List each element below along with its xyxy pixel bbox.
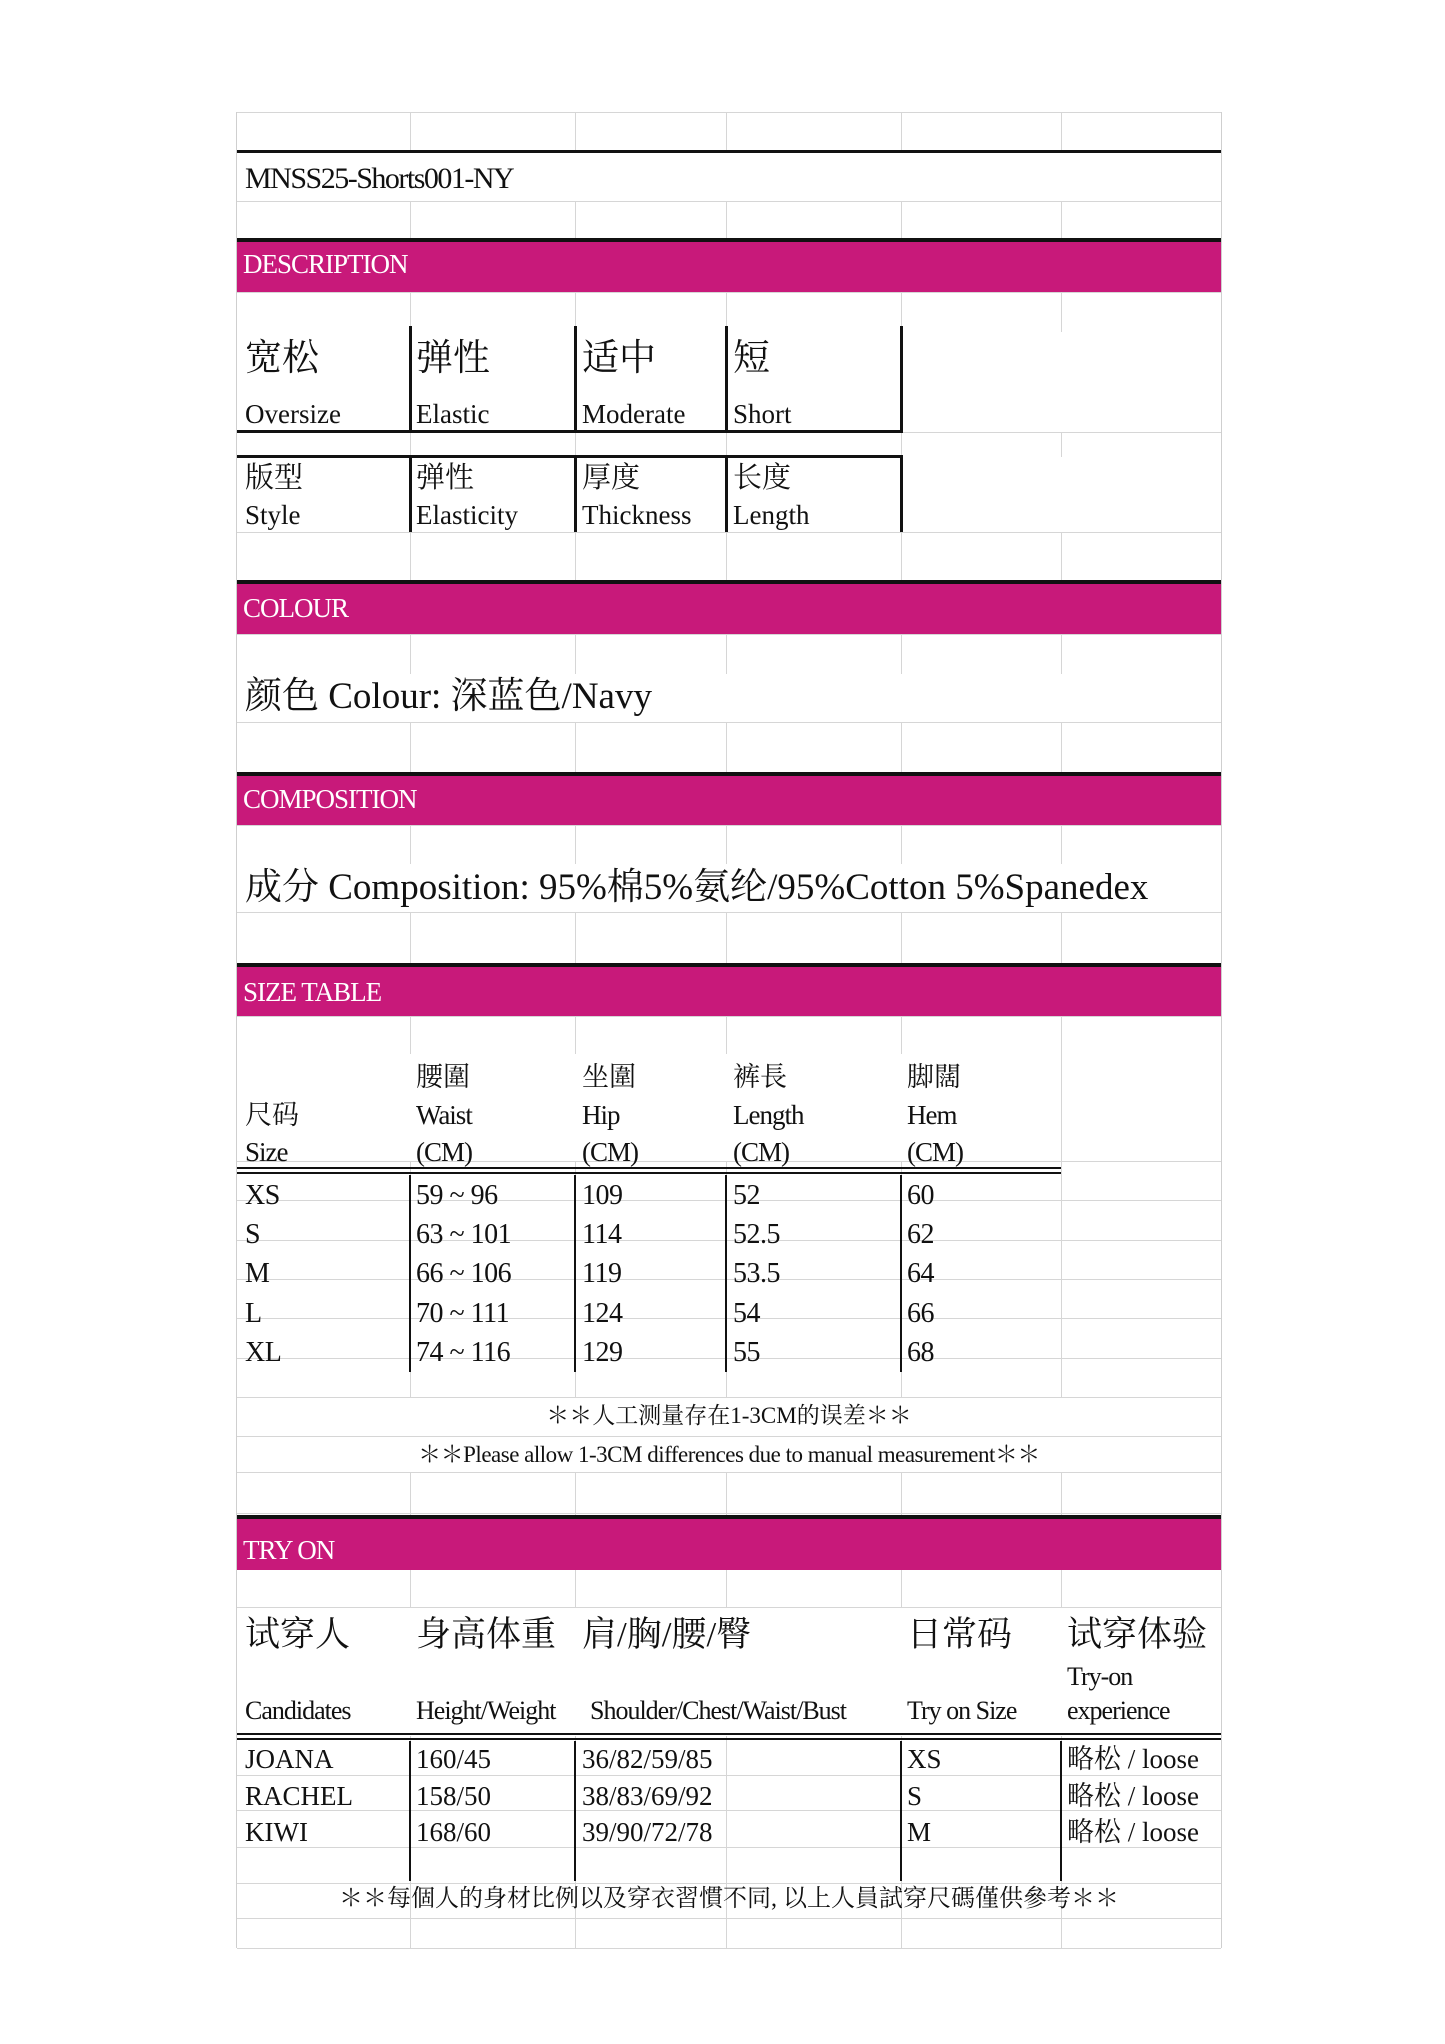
try-on-cell: M <box>907 1817 932 1847</box>
try-on-cell: 39/90/72/78 <box>582 1817 713 1847</box>
measurement-cell: 52.5 <box>733 1219 780 1251</box>
tryon-header-en: Try on Size <box>907 1696 1017 1725</box>
try-on-cell: RACHEL <box>245 1780 353 1811</box>
measurement-cell: 64 <box>907 1258 934 1290</box>
measurement-cell: 63 ~ 101 <box>416 1219 512 1251</box>
try-on-cell: XS <box>907 1744 942 1774</box>
tryon-header-cn: 肩/胸/腰/臀 <box>582 1615 752 1654</box>
measurement-cell: 53.5 <box>733 1258 780 1290</box>
try-on-cell: S <box>907 1780 923 1811</box>
desc-label-en: Length <box>733 500 810 530</box>
size-spec-sheet <box>236 112 1222 1948</box>
desc-value-cn: 适中 <box>582 338 656 379</box>
size-header-en: Size <box>245 1137 288 1167</box>
desc-value-en: Moderate <box>582 399 686 429</box>
waist-header-unit: (CM) <box>416 1137 472 1167</box>
size-cell: M <box>245 1258 270 1290</box>
desc-label-en: Elasticity <box>416 500 518 530</box>
section-label: COMPOSITION <box>243 784 417 814</box>
desc-label-en: Style <box>245 500 301 530</box>
hem-header-cn: 脚闊 <box>907 1062 961 1092</box>
desc-value-en: Elastic <box>416 399 490 429</box>
try-on-cell: 168/60 <box>416 1817 492 1847</box>
measurement-cell: 119 <box>582 1258 622 1290</box>
section-label: COLOUR <box>243 593 349 623</box>
section-header-colour <box>237 580 1221 634</box>
measurement-cell: 62 <box>907 1219 934 1251</box>
measurement-cell: 59 ~ 96 <box>416 1180 498 1211</box>
tryon-header-cn: 日常码 <box>907 1615 1013 1654</box>
try-on-cell: 36/82/59/85 <box>582 1744 713 1774</box>
try-on-note: ＊＊每個人的身材比例以及穿衣習慣不同, 以上人員試穿尺碼僅供參考＊＊ <box>339 1886 1119 1912</box>
measurement-cell: 54 <box>733 1297 760 1329</box>
measurement-cell: 66 <box>907 1297 934 1329</box>
size-cell: XS <box>245 1180 280 1211</box>
measurement-cell: 124 <box>582 1297 623 1329</box>
measurement-cell: 109 <box>582 1180 623 1211</box>
desc-value-cn: 短 <box>733 338 770 379</box>
try-on-cell: 160/45 <box>416 1744 492 1774</box>
measurement-cell: 68 <box>907 1336 934 1368</box>
desc-label-en: Thickness <box>582 500 692 530</box>
desc-label-cn: 弹性 <box>416 462 475 494</box>
section-header-description <box>237 238 1221 292</box>
tryon-header-cn: 试穿人 <box>245 1615 351 1654</box>
tryon-header-en: experience <box>1067 1696 1170 1725</box>
measurement-cell: 74 ~ 116 <box>416 1336 511 1368</box>
section-label: DESCRIPTION <box>243 249 408 279</box>
try-on-cell: 略松 / loose <box>1067 1780 1199 1811</box>
waist-header-en: Waist <box>416 1100 472 1130</box>
section-header-size-table <box>237 963 1221 1016</box>
measurement-cell: 129 <box>582 1336 623 1368</box>
desc-value-cn: 宽松 <box>245 338 319 379</box>
section-label: SIZE TABLE <box>243 977 382 1007</box>
colour-text: 颜色 Colour: 深蓝色/Navy <box>245 676 652 717</box>
tryon-header-cn: 试穿体验 <box>1067 1615 1208 1654</box>
title-top-rule <box>237 150 1221 153</box>
desc-value-en: Short <box>733 399 792 429</box>
size-cell: XL <box>245 1336 282 1368</box>
hip-header-cn: 坐圍 <box>582 1062 636 1092</box>
desc-value-cn: 弹性 <box>416 338 490 379</box>
waist-header-cn: 腰圍 <box>416 1062 470 1092</box>
size-header-cn: 尺码 <box>245 1100 299 1130</box>
hem-header-unit: (CM) <box>907 1137 963 1167</box>
try-on-cell: 158/50 <box>416 1780 492 1811</box>
hip-header-unit: (CM) <box>582 1137 638 1167</box>
length-header-cn: 裤長 <box>733 1062 787 1092</box>
composition-text: 成分 Composition: 95%棉5%氨纶/95%Cotton 5%Spanedex <box>245 867 1149 908</box>
measurement-note-cn: ＊＊人工测量存在1-3CM的误差＊＊ <box>546 1403 912 1428</box>
tryon-header-en: Height/Weight <box>416 1696 556 1725</box>
tryon-header-cn: 身高体重 <box>416 1615 557 1654</box>
measurement-cell: 60 <box>907 1180 934 1211</box>
try-on-cell: KIWI <box>245 1817 308 1847</box>
try-on-cell: 略松 / loose <box>1067 1744 1199 1774</box>
product-code-title: MNSS25-Shorts001-NY <box>245 162 514 195</box>
size-cell: L <box>245 1297 262 1329</box>
size-cell: S <box>245 1219 261 1251</box>
desc-label-cn: 版型 <box>245 462 304 494</box>
measurement-cell: 70 ~ 111 <box>416 1297 510 1329</box>
section-header-try-on <box>237 1515 1221 1570</box>
length-header-en: Length <box>733 1100 804 1130</box>
try-on-cell: JOANA <box>245 1744 334 1774</box>
tryon-header-en: Shoulder/Chest/Waist/Bust <box>590 1696 847 1725</box>
measurement-cell: 114 <box>582 1219 622 1251</box>
measurement-cell: 66 ~ 106 <box>416 1258 512 1290</box>
measurement-note-en: ＊＊Please allow 1-3CM differences due to manual measurement＊＊ <box>418 1442 1040 1467</box>
hem-header-en: Hem <box>907 1100 957 1130</box>
try-on-cell: 38/83/69/92 <box>582 1780 713 1811</box>
desc-label-cn: 长度 <box>733 462 792 494</box>
length-header-unit: (CM) <box>733 1137 789 1167</box>
desc-label-cn: 厚度 <box>582 462 641 494</box>
hip-header-en: Hip <box>582 1100 620 1130</box>
desc-value-en: Oversize <box>245 399 341 429</box>
section-header-composition <box>237 772 1221 825</box>
measurement-cell: 52 <box>733 1180 760 1211</box>
tryon-header-en: Try-on <box>1067 1662 1133 1691</box>
tryon-header-en: Candidates <box>245 1696 351 1725</box>
try-on-cell: 略松 / loose <box>1067 1817 1199 1847</box>
section-label: TRY ON <box>243 1535 335 1565</box>
measurement-cell: 55 <box>733 1336 760 1368</box>
